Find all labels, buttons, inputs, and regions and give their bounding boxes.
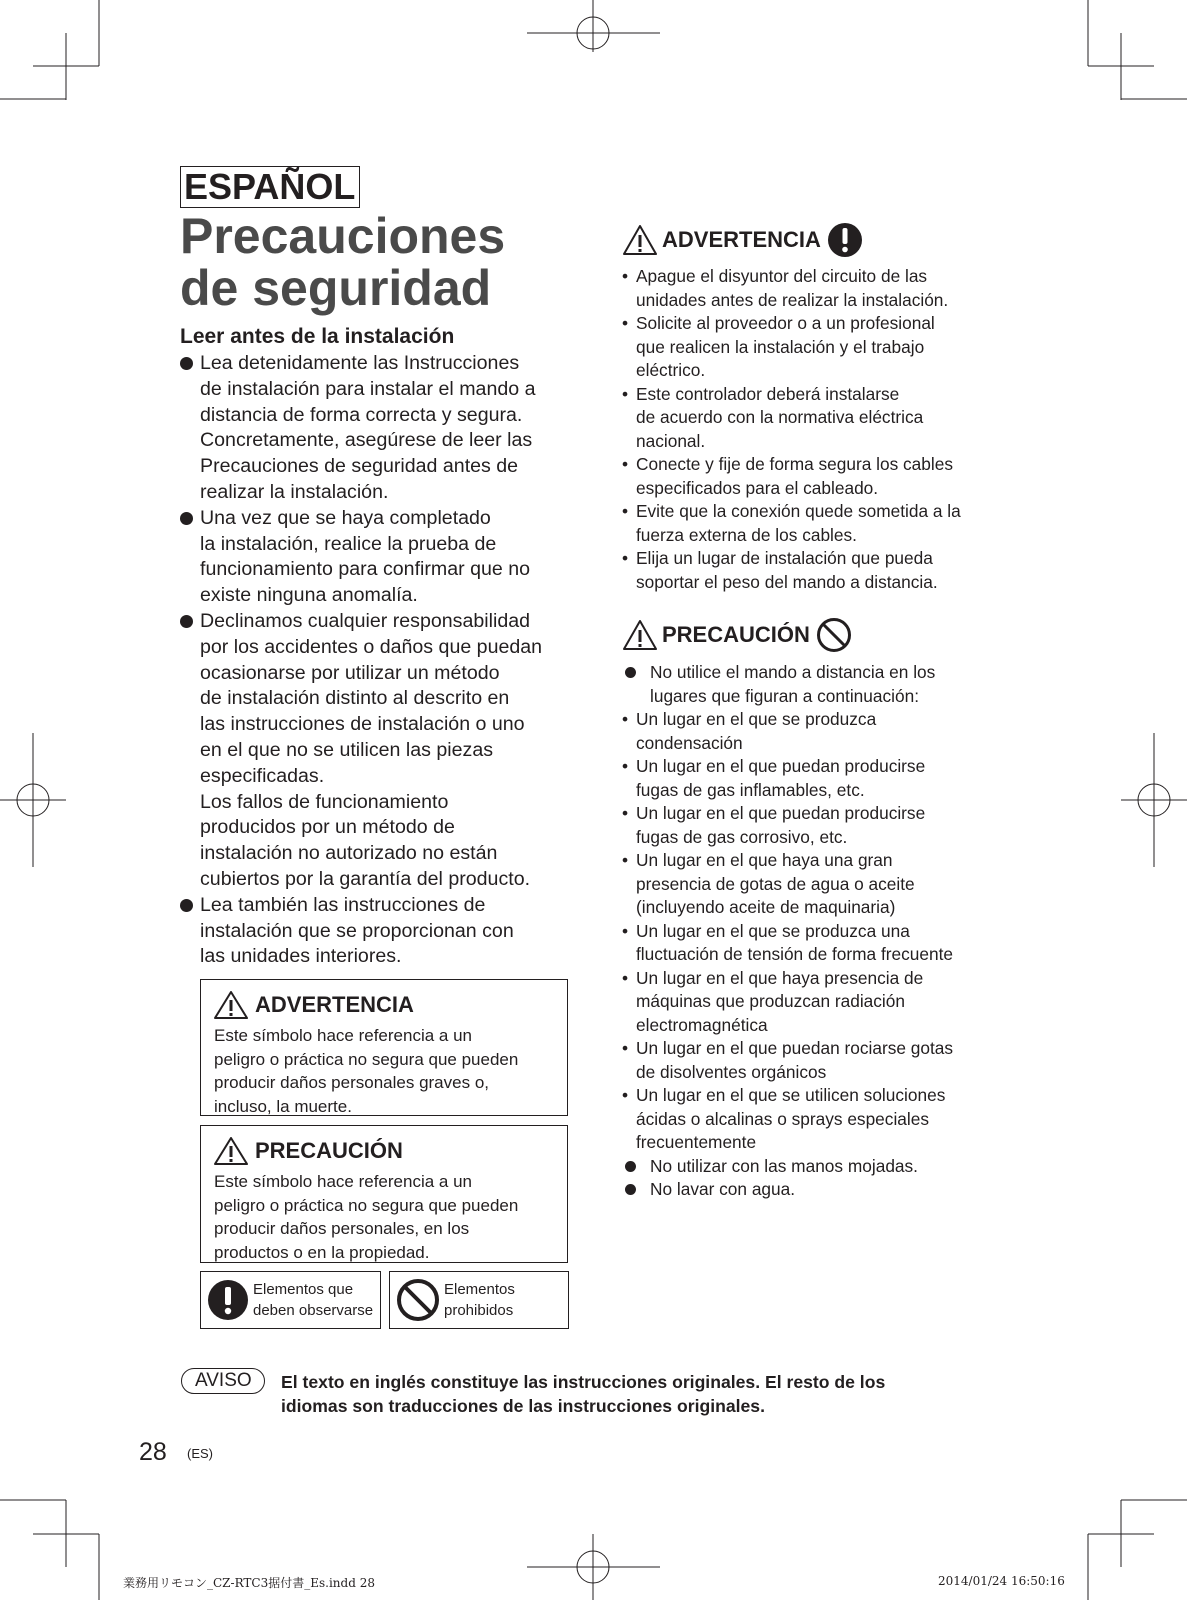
- list-line: de instalación distinto al descrito en: [200, 687, 510, 710]
- caution-box-title: PRECAUCIÓN: [255, 1138, 403, 1163]
- list-item: [180, 893, 575, 970]
- list-item: [622, 1155, 953, 1179]
- caution-box-text: [201, 1166, 567, 1274]
- list-item: [622, 1084, 953, 1155]
- bullet-icon: •: [622, 1085, 629, 1105]
- bullet-icon: •: [622, 920, 629, 941]
- list-line: Solicite al proveedor o a un profesional: [636, 313, 935, 333]
- bullet-icon: •: [622, 756, 629, 776]
- list-line: Un lugar en el que puedan rociarse gotas: [636, 1038, 954, 1058]
- list-line: máquinas que produzcan radiación: [636, 991, 905, 1011]
- page-language-code: (ES): [187, 1446, 213, 1461]
- list-line: Declinamos cualquier responsabilidad: [200, 609, 531, 632]
- list-line: especificadas.: [200, 764, 325, 787]
- list-item: [622, 661, 953, 708]
- warning-section-title: ADVERTENCIA: [662, 227, 821, 252]
- list-line: las unidades interiores.: [200, 945, 402, 968]
- list-line: unidades antes de realizar la instalación.: [636, 289, 949, 310]
- list-line: Un lugar en el que se produzca una: [636, 920, 910, 941]
- list-line: No lavar con agua.: [650, 1179, 796, 1199]
- list-item: [622, 708, 953, 755]
- list-line: Los fallos de funcionamiento: [200, 790, 449, 813]
- list-line: las instrucciones de instalación o uno: [200, 713, 525, 736]
- bullet-icon: •: [622, 803, 629, 823]
- installation-notes-list: [180, 351, 575, 970]
- list-line: por los accidentes o daños que puedan: [200, 635, 543, 658]
- list-line: ocasionarse por utilizar un método: [200, 661, 500, 684]
- list-line: Este controlador deberá instalarse: [636, 383, 900, 404]
- list-line: cubiertos por la garantía del producto.: [200, 867, 531, 890]
- prohibited-icon: [816, 617, 852, 653]
- list-line: condensación: [636, 732, 743, 753]
- list-line: Precauciones de seguridad antes de: [200, 455, 519, 478]
- warning-triangle-icon: [622, 619, 658, 651]
- list-line: fugas de gas corrosivo, etc.: [636, 826, 848, 847]
- list-line: Un lugar en el que se utilicen soluciones: [636, 1085, 946, 1105]
- page-title: [180, 210, 505, 314]
- warning-box-text: [201, 1020, 567, 1128]
- aviso-line: El texto en inglés constituye las instrucciones originales. El resto de los: [281, 1372, 886, 1392]
- warning-box-heading: [201, 980, 567, 1020]
- title-line: de seguridad: [180, 260, 492, 316]
- caution-section-heading: [622, 617, 852, 653]
- list-item: [622, 1037, 953, 1084]
- mandatory-exclamation-icon: [827, 222, 863, 258]
- list-line: distancia de forma correcta y segura.: [200, 403, 523, 426]
- list-line: nacional.: [636, 430, 706, 451]
- list-item: [622, 547, 961, 594]
- list-line: de acuerdo con la normativa eléctrica: [636, 407, 924, 427]
- bullet-icon: •: [622, 709, 629, 729]
- warning-triangle-icon: [213, 1136, 249, 1166]
- list-line: Un lugar en el que haya una gran: [636, 850, 893, 870]
- list-line: Lea detenidamente las Instrucciones: [200, 352, 520, 374]
- section-subheading: Leer antes de la instalación: [180, 325, 455, 348]
- bullet-icon: •: [622, 1038, 629, 1058]
- list-item: [622, 383, 961, 454]
- title-line: Precauciones: [180, 208, 506, 264]
- list-item: [622, 500, 961, 547]
- list-line: Conecte y fije de forma segura los cables: [636, 454, 953, 474]
- bullet-icon: •: [622, 313, 629, 333]
- list-item: [622, 1178, 953, 1202]
- list-line: No utilizar con las manos mojadas.: [650, 1155, 918, 1176]
- list-line: soportar el peso del mando a distancia.: [636, 571, 938, 592]
- list-line: Concretamente, asegúrese de leer las: [200, 429, 533, 452]
- caution-items-list: [622, 661, 953, 1202]
- language-label: ESPAÑOL: [180, 166, 360, 208]
- list-line: fuerza externa de los cables.: [636, 524, 857, 545]
- list-line: (incluyendo aceite de maquinaria): [636, 897, 896, 917]
- legend-text: Elementos: [444, 1281, 515, 1298]
- bullet-icon: •: [622, 548, 629, 568]
- text-line: producir daños personales, en los: [214, 1219, 470, 1238]
- bullet-icon: •: [622, 383, 629, 404]
- mandatory-exclamation-icon: [207, 1279, 249, 1321]
- list-line: la instalación, realice la prueba de: [200, 532, 497, 555]
- bullet-icon: •: [622, 501, 629, 521]
- list-item: [622, 312, 961, 383]
- list-line: realizar la instalación.: [200, 480, 389, 503]
- list-line: Un lugar en el que puedan producirse: [636, 756, 926, 776]
- legend-text: deben observarse: [253, 1302, 374, 1319]
- list-line: Lea también las instrucciones de: [200, 893, 486, 916]
- warning-triangle-icon: [622, 224, 658, 256]
- list-item: [180, 506, 575, 609]
- list-line: Evite que la conexión quede sometida a la: [636, 501, 961, 521]
- list-line: especificados para el cableado.: [636, 477, 879, 498]
- list-line: fluctuación de tensión de forma frecuente: [636, 944, 954, 964]
- list-line: eléctrico.: [636, 360, 706, 380]
- list-line: Una vez que se haya completado: [200, 506, 491, 529]
- list-line: que realicen la instalación y el trabajo: [636, 336, 925, 357]
- aviso-badge: AVISO: [181, 1368, 265, 1394]
- list-line: de disolventes orgánicos: [636, 1061, 827, 1082]
- caution-box-heading: [201, 1126, 567, 1166]
- warning-items-list: [622, 265, 961, 594]
- bullet-icon: •: [622, 454, 629, 474]
- list-item: [622, 920, 953, 967]
- warning-triangle-icon: [213, 990, 249, 1020]
- caution-definition-box: [200, 1125, 568, 1263]
- text-line: Este símbolo hace referencia a un: [214, 1026, 472, 1045]
- prohibited-icon: [396, 1278, 440, 1322]
- list-line: instalación que se proporcionan con: [200, 919, 514, 942]
- bullet-icon: •: [622, 850, 629, 870]
- list-item: [180, 351, 575, 506]
- warning-definition-box: [200, 979, 568, 1116]
- list-line: presencia de gotas de agua o aceite: [636, 873, 915, 894]
- bullet-dot-icon: [625, 1161, 636, 1172]
- bullet-dot-icon: [180, 512, 193, 525]
- list-line: frecuentemente: [636, 1132, 757, 1152]
- list-item: [622, 453, 961, 500]
- list-line: producidos por un método de: [200, 816, 455, 839]
- bullet-dot-icon: [625, 1184, 636, 1195]
- print-slug-filename: 業務用リモコン_CZ-RTC3据付書_Es.indd 28: [123, 1576, 375, 1590]
- bullet-dot-icon: [180, 899, 193, 912]
- list-line: fugas de gas inflamables, etc.: [636, 779, 865, 800]
- list-line: electromagnética: [636, 1014, 768, 1035]
- list-item: [622, 802, 953, 849]
- text-line: peligro o práctica no segura que pueden: [214, 1195, 519, 1215]
- list-line: de instalación para instalar el mando a: [200, 377, 536, 400]
- warning-box-title: ADVERTENCIA: [255, 992, 414, 1017]
- bullet-dot-icon: [180, 615, 193, 628]
- page-number: 28: [139, 1438, 167, 1466]
- list-item: [622, 967, 953, 1038]
- list-line: Un lugar en el que haya presencia de: [636, 967, 924, 988]
- list-item: [622, 755, 953, 802]
- legend-mandatory: [200, 1271, 381, 1329]
- bullet-icon: •: [622, 266, 629, 286]
- list-line: Un lugar en el que se produzca: [636, 709, 877, 729]
- list-line: funcionamiento para confirmar que no: [200, 558, 531, 581]
- aviso-text: [281, 1370, 885, 1418]
- list-line: en el que no se utilicen las piezas: [200, 738, 494, 761]
- bullet-dot-icon: [625, 667, 636, 678]
- bullet-dot-icon: [180, 357, 193, 370]
- caution-section-title: PRECAUCIÓN: [662, 622, 810, 647]
- list-line: lugares que figuran a continuación:: [650, 685, 920, 706]
- text-line: peligro o práctica no segura que pueden: [214, 1049, 519, 1069]
- text-line: incluso, la muerte.: [214, 1096, 352, 1116]
- list-line: instalación no autorizado no están: [200, 842, 498, 865]
- legend-text: prohibidos: [444, 1302, 514, 1319]
- legend-text: Elementos que: [253, 1281, 354, 1298]
- text-line: producir daños personales graves o,: [214, 1073, 489, 1092]
- warning-section-heading: [622, 222, 863, 258]
- print-slug-timestamp: 2014/01/24 16:50:16: [938, 1574, 1065, 1588]
- legend-prohibited: [389, 1271, 569, 1329]
- list-item: [180, 609, 575, 893]
- bullet-icon: •: [622, 967, 629, 988]
- list-line: ácidas o alcalinas o sprays especiales: [636, 1108, 929, 1129]
- aviso-line: idiomas son traducciones de las instrucciones originales.: [281, 1396, 765, 1416]
- list-item: [622, 265, 961, 312]
- list-line: Un lugar en el que puedan producirse: [636, 803, 926, 823]
- text-line: productos o en la propiedad.: [214, 1242, 430, 1262]
- text-line: Este símbolo hace referencia a un: [214, 1172, 472, 1191]
- list-line: No utilice el mando a distancia en los: [650, 662, 936, 682]
- list-line: Elija un lugar de instalación que pueda: [636, 548, 933, 568]
- list-line: Apague el disyuntor del circuito de las: [636, 266, 928, 286]
- list-line: existe ninguna anomalía.: [200, 584, 418, 607]
- list-item: [622, 849, 953, 920]
